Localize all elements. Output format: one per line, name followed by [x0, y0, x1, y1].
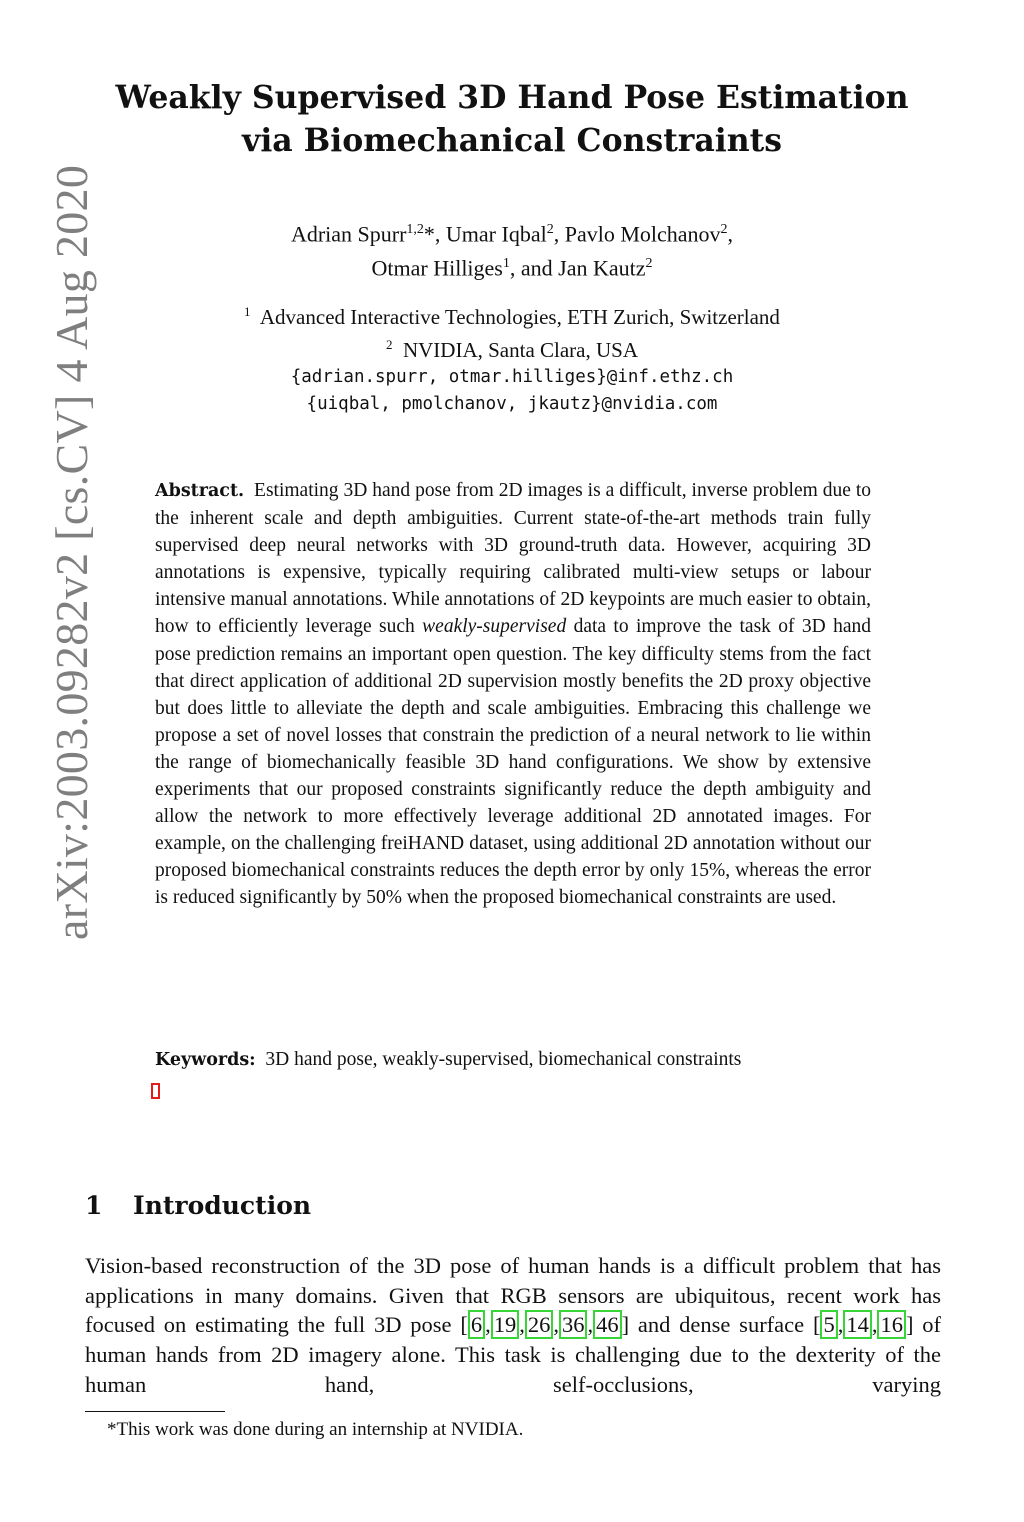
citation-link[interactable]: 19 — [491, 1310, 520, 1339]
affiliations — [80, 298, 944, 418]
email-line-2[interactable]: {uiqbal, pmolchanov, jkautz}@nvidia.com — [306, 394, 718, 414]
author-affil-mark: 2 — [645, 256, 653, 272]
section-title: Introduction — [133, 1191, 312, 1220]
arxiv-identifier: arXiv:2003.09282v2 [cs.CV] 4 Aug 2020 — [46, 164, 97, 940]
affiliation-1 — [80, 298, 944, 331]
affiliation-text: Advanced Interactive Technologies, ETH Zurich, Switzerland — [259, 305, 780, 329]
citation-link[interactable]: 14 — [843, 1310, 872, 1339]
keywords-text: 3D hand pose, weakly-supervised, biomechanical constraints — [265, 1049, 742, 1070]
affiliation-mark: 2 — [385, 337, 393, 352]
citation-link[interactable]: 26 — [525, 1310, 554, 1339]
body-text: ] of human hands from 2D imagery alone. This task is challenging due to the dexterity of the human hand, self-occlusions, varying — [85, 1312, 941, 1397]
author-line-1 — [80, 215, 944, 249]
author-separator: *, — [423, 221, 446, 247]
author-affil-mark: 2 — [546, 222, 554, 237]
abstract-text: data to improve the task of 3D hand pose prediction remains an important open question. The key difficulty stems from the fact that direct application of additional 2D supervision mostly benefits the 2D proxy objective but does little to alleviate the depth and scale ambiguities. Embracing this challenge we propose a set of novel losses that constrain the prediction of a neural network to lie within the range of biomechanically feasible 3D hand configurations. We show by extensive experiments that our proposed constraints significantly reduce the depth ambiguity and allow the network to more effectively leverage additional 2D annotated images. For example, on the challenging freiHAND dataset, using additional 2D annotation without our proposed biomechanical constraints reduces the depth error by only 15%, whereas the error is reduced significantly by 50% when the proposed biomechanical constraints are used. — [155, 616, 872, 909]
abstract-emphasis: weakly-supervised — [422, 616, 567, 638]
citation-link[interactable]: 46 — [593, 1310, 622, 1339]
citation-link[interactable]: 5 — [820, 1310, 837, 1339]
keywords-label: Keywords: — [155, 1050, 256, 1070]
author-line-2 — [80, 249, 944, 283]
citation-link[interactable]: 36 — [559, 1310, 588, 1339]
abstract-label: Abstract. — [155, 481, 245, 501]
affiliation-2 — [80, 331, 944, 364]
affiliation-text: NVIDIA, Santa Clara, USA — [402, 338, 639, 362]
author-list — [80, 215, 944, 284]
author-name: , Pavlo Molchanov — [553, 221, 721, 247]
body-text: Vision-based reconstruction of the 3D pose of human hands is a difficult problem that has applications in many domains. Given that RGB sensors are ubiquitous, recent work has focused on estimating the full 3D pose [ — [85, 1253, 941, 1338]
author-name: Otmar Hilliges — [371, 255, 503, 281]
keywords — [155, 1046, 871, 1074]
email-line-1[interactable]: {adrian.spurr, otmar.hilliges}@inf.ethz.ch — [290, 367, 734, 387]
author-separator: , — [727, 221, 734, 247]
abstract — [155, 477, 871, 912]
citation-link[interactable]: 6 — [468, 1310, 485, 1339]
author-affil-mark: 1 — [502, 256, 510, 272]
abstract-text: Estimating 3D hand pose from 2D images is a difficult, inverse problem due to the inherent scale and depth ambiguities. Current state-of-the-art methods train fully supervised deep neural networks with 3D ground-truth data. However, acquiring 3D annotations is expensive, typically requiring calibrated multi-view setups or labour intensive manual annotations. While annotations of 2D keypoints are much easier to obtain, how to efficiently leverage such — [155, 480, 871, 638]
affiliation-mark: 1 — [244, 304, 251, 319]
author-affil-mark: 1,2 — [406, 222, 424, 237]
paper-title — [80, 76, 944, 162]
title-line-2: via Biomechanical Constraints — [242, 122, 782, 159]
author-affil-mark: 2 — [720, 222, 728, 237]
section-heading — [85, 1188, 311, 1224]
author-name: , and Jan Kautz — [509, 255, 646, 281]
annotation-marker — [151, 1083, 160, 1099]
title-line-1: Weakly Supervised 3D Hand Pose Estimation — [115, 79, 909, 116]
intro-paragraph: Vision-based reconstruction of the 3D pose of human hands is a difficult problem that has applications in many domains. Given that RGB sensors are ubiquitous, recent work has focused on estimating the full 3D pose [ 6 , 19 , 26 , 36 , 46 ] and dense surface [ 5 , 14 , 16 ] of human hands from 2D imagery alone. This task is challenging due to the dexterity of the human hand, self-occlusions, varying — [85, 1253, 941, 1397]
footnote-rule — [85, 1411, 225, 1412]
footnote: *This work was done during an internship at NVIDIA. — [107, 1419, 524, 1440]
section-number: 1 — [85, 1191, 103, 1220]
body-text: ] and dense surface [ — [621, 1312, 821, 1338]
citation-link[interactable]: 16 — [877, 1310, 906, 1339]
author-name: Umar Iqbal — [445, 221, 547, 247]
author-name: Adrian Spurr — [290, 221, 407, 247]
